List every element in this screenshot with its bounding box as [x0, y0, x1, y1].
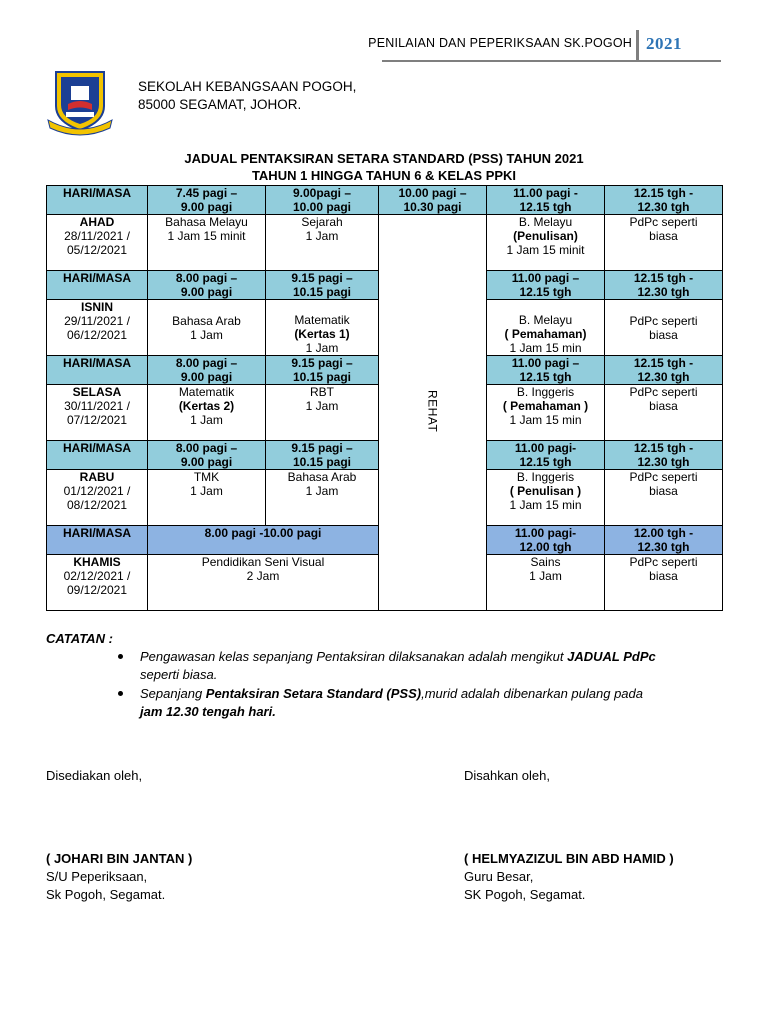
header-cell: 12.15 tgh - 12.30 tgh [605, 356, 723, 385]
subject-cell: PdPc seperti biasa [605, 300, 723, 356]
signatory-place: SK Pogoh, Segamat. [464, 887, 586, 902]
subject-cell: Sains 1 Jam [487, 555, 605, 611]
day-name: ISNIN [80, 300, 113, 314]
header-cell: 8.00 pagi -10.00 pagi [148, 526, 379, 555]
subject-cell: B. Inggeris ( Penulisan ) 1 Jam 15 min [487, 470, 605, 526]
bullet-icon [118, 691, 123, 696]
header-cell: 11.00 pagi – 12.15 tgh [487, 356, 605, 385]
header-cell: 11.00 pagi- 12.15 tgh [487, 441, 605, 470]
subject-cell: TMK 1 Jam [148, 470, 266, 526]
exam-schedule-table [46, 185, 723, 611]
header-cell: 8.00 pagi – 9.00 pagi [148, 441, 266, 470]
subject-cell: Bahasa Melayu 1 Jam 15 minit [148, 215, 266, 271]
header-cell: 9.15 pagi – 10.15 pagi [266, 356, 379, 385]
header-rule [382, 60, 721, 62]
signatory-place: Sk Pogoh, Segamat. [46, 887, 166, 902]
day-dates: 28/11/2021 / 05/12/2021 [64, 229, 130, 257]
signatory-role: S/U Peperiksaan, [46, 869, 148, 884]
subject-cell: B. Inggeris ( Pemahaman ) 1 Jam 15 min [487, 385, 605, 441]
subject-cell: PdPc seperti biasa [605, 385, 723, 441]
subject-cell: Bahasa Arab 1 Jam [266, 470, 379, 526]
subject-cell: Matematik (Kertas 2) 1 Jam [148, 385, 266, 441]
header-cell: 11.00 pagi – 12.15 tgh [487, 271, 605, 300]
subject-cell: B. Melayu ( Pemahaman) 1 Jam 15 min [487, 300, 605, 356]
day-cell [47, 470, 148, 526]
day-dates: 29/11/2021 / 06/12/2021 [64, 314, 130, 342]
header-year: 2021 [646, 34, 682, 53]
header-cell: 9.15 pagi – 10.15 pagi [266, 441, 379, 470]
signatory-role: Guru Besar, [464, 869, 534, 884]
table-row [47, 215, 723, 271]
note-item: Sepanjang Pentaksiran Setara Standard (PSS),murid adalah dibenarkan pulang pada jam 12.30 tengah hari. [115, 685, 715, 721]
header-cell: HARI/MASA [47, 441, 148, 470]
header-cell: 12.15 tgh - 12.30 tgh [605, 271, 723, 300]
day-cell [47, 300, 148, 356]
header-cell: 12.15 tgh - 12.30 tgh [605, 186, 723, 215]
header-cell: 8.00 pagi – 9.00 pagi [148, 356, 266, 385]
school-postcode: 85000 SEGAMAT, JOHOR. [138, 97, 302, 112]
signatory-name: ( JOHARI BIN JANTAN ) [46, 851, 193, 866]
day-dates: 01/12/2021 / 08/12/2021 [63, 484, 131, 512]
header-cell: 11.00 pagi - 12.15 tgh [487, 186, 605, 215]
header-divider [636, 30, 639, 62]
school-address [138, 78, 356, 114]
school-name: SEKOLAH KEBANGSAAN POGOH, [138, 79, 357, 94]
subject-cell: PdPc seperti biasa [605, 215, 723, 271]
notes-list [115, 648, 715, 722]
document-title: JADUAL PENTAKSIRAN SETARA STANDARD (PSS) TAHUN 2021 [184, 151, 584, 166]
day-name: AHAD [79, 215, 115, 229]
day-cell [47, 555, 148, 611]
note-item: Pengawasan kelas sepanjang Pentaksiran dilaksanakan adalah mengikut JADUAL PdPc seperti biasa. [115, 648, 715, 684]
day-dates: 02/12/2021 / 09/12/2021 [63, 569, 131, 597]
school-crest-logo [44, 68, 116, 136]
subject-cell: Pendidikan Seni Visual 2 Jam [148, 555, 379, 611]
page-header [0, 30, 768, 62]
subject-cell: Matematik (Kertas 1) 1 Jam [266, 300, 379, 356]
table-header-row [47, 186, 723, 215]
subject-cell: PdPc seperti biasa [605, 555, 723, 611]
header-cell: 7.45 pagi – 9.00 pagi [148, 186, 266, 215]
header-cell: HARI/MASA [47, 186, 148, 215]
day-cell [47, 215, 148, 271]
header-cell: HARI/MASA [47, 271, 148, 300]
subject-cell: B. Melayu (Penulisan) 1 Jam 15 minit [487, 215, 605, 271]
header-cell: HARI/MASA [47, 356, 148, 385]
signature-block-left [46, 850, 192, 904]
rehat-label: REHAT [425, 389, 440, 433]
header-cell: HARI/MASA [47, 526, 148, 555]
header-cell: 10.00 pagi – 10.30 pagi [379, 186, 487, 215]
header-cell: 12.00 tgh - 12.30 tgh [605, 526, 723, 555]
header-cell: 9.15 pagi – 10.15 pagi [266, 271, 379, 300]
header-title: PENILAIAN DAN PEPERIKSAAN SK.POGOH [368, 36, 632, 50]
day-name: KHAMIS [73, 555, 121, 569]
prepared-by-label: Disediakan oleh, [46, 768, 143, 783]
signatory-name: ( HELMYAZIZUL BIN ABD HAMID ) [464, 851, 674, 866]
signature-block-right [464, 850, 674, 904]
header-cell: 9.00pagi – 10.00 pagi [266, 186, 379, 215]
notes-label: CATATAN : [46, 631, 113, 646]
header-cell: 11.00 pagi- 12.00 tgh [487, 526, 605, 555]
bullet-icon [118, 654, 123, 659]
approved-by-label: Disahkan oleh, [464, 768, 550, 783]
subject-cell: RBT 1 Jam [266, 385, 379, 441]
header-cell: 12.15 tgh - 12.30 tgh [605, 441, 723, 470]
day-dates: 30/11/2021 / 07/12/2021 [64, 399, 130, 427]
header-cell: 8.00 pagi – 9.00 pagi [148, 271, 266, 300]
day-cell [47, 385, 148, 441]
day-name: SELASA [72, 385, 122, 399]
day-name: RABU [79, 470, 115, 484]
subject-cell: PdPc seperti biasa [605, 470, 723, 526]
rehat-cell [379, 215, 487, 611]
subject-cell: Bahasa Arab 1 Jam [148, 300, 266, 356]
subject-cell: Sejarah 1 Jam [266, 215, 379, 271]
document-subtitle: TAHUN 1 HINGGA TAHUN 6 & KELAS PPKI [251, 168, 517, 183]
